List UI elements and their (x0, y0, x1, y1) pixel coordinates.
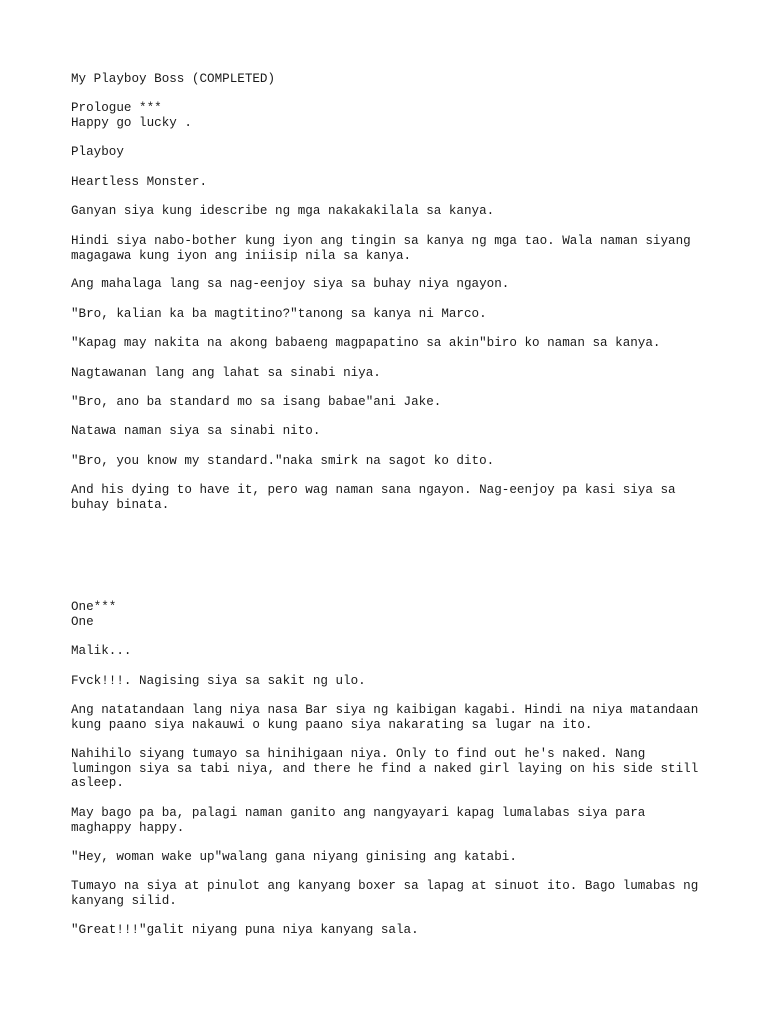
paragraph: Tumayo na siya at pinulot ang kanyang boxer sa lapag at sinuot ito. Bago lumabas ng kanyang silid. (71, 879, 699, 908)
paragraph: "Bro, ano ba standard mo sa isang babae"ani Jake. (71, 395, 442, 409)
paragraph: Hindi siya nabo-bother kung iyon ang tingin sa kanya ng mga tao. Wala naman siyang magagawa kung iyon ang iniisip nila sa kanya. (71, 234, 691, 263)
document-title: My Playboy Boss (COMPLETED) (71, 72, 276, 86)
paragraph: "Hey, woman wake up"walang gana niyang ginising ang katabi. (71, 850, 517, 864)
paragraph: Ang mahalaga lang sa nag-eenjoy siya sa buhay niya ngayon. (71, 277, 510, 291)
paragraph: Ang natatandaan lang niya nasa Bar siya ng kaibigan kagabi. Hindi na niya matandaan kung paano siya nakauwi o kung paano siya nakarating sa lugar na ito. (71, 703, 699, 732)
paragraph: "Great!!!"galit niyang puna niya kanyang sala. (71, 923, 419, 937)
paragraph: Nagtawanan lang ang lahat sa sinabi niya. (71, 366, 381, 380)
paragraph: Nahihilo siyang tumayo sa hinihigaan niya. Only to find out he's naked. Nang lumingon siya sa tabi niya, and there he find a naked girl laying on his side still asleep. (71, 747, 699, 791)
paragraph: Fvck!!!. Nagising siya sa sakit ng ulo. (71, 674, 366, 688)
chapter-heading: One*** One (71, 600, 117, 629)
paragraph: Natawa naman siya sa sinabi nito. (71, 424, 321, 438)
paragraph: Malik... (71, 644, 132, 658)
paragraph: "Bro, you know my standard."naka smirk na sagot ko dito. (71, 454, 495, 468)
paragraph: "Kapag may nakita na akong babaeng magpapatino sa akin"biro ko naman sa kanya. (71, 336, 661, 350)
paragraph: "Bro, kalian ka ba magtitino?"tanong sa kanya ni Marco. (71, 307, 487, 321)
paragraph: May bago pa ba, palagi naman ganito ang nangyayari kapag lumalabas siya para maghappy happy. (71, 806, 646, 835)
paragraph: Heartless Monster. (71, 175, 208, 189)
paragraph: Playboy (71, 145, 124, 159)
paragraph: Ganyan siya kung idescribe ng mga nakakakilala sa kanya. (71, 204, 495, 218)
paragraph: Prologue *** Happy go lucky . (71, 101, 192, 130)
paragraph: And his dying to have it, pero wag naman sana ngayon. Nag-eenjoy pa kasi siya sa buhay binata. (71, 483, 676, 512)
